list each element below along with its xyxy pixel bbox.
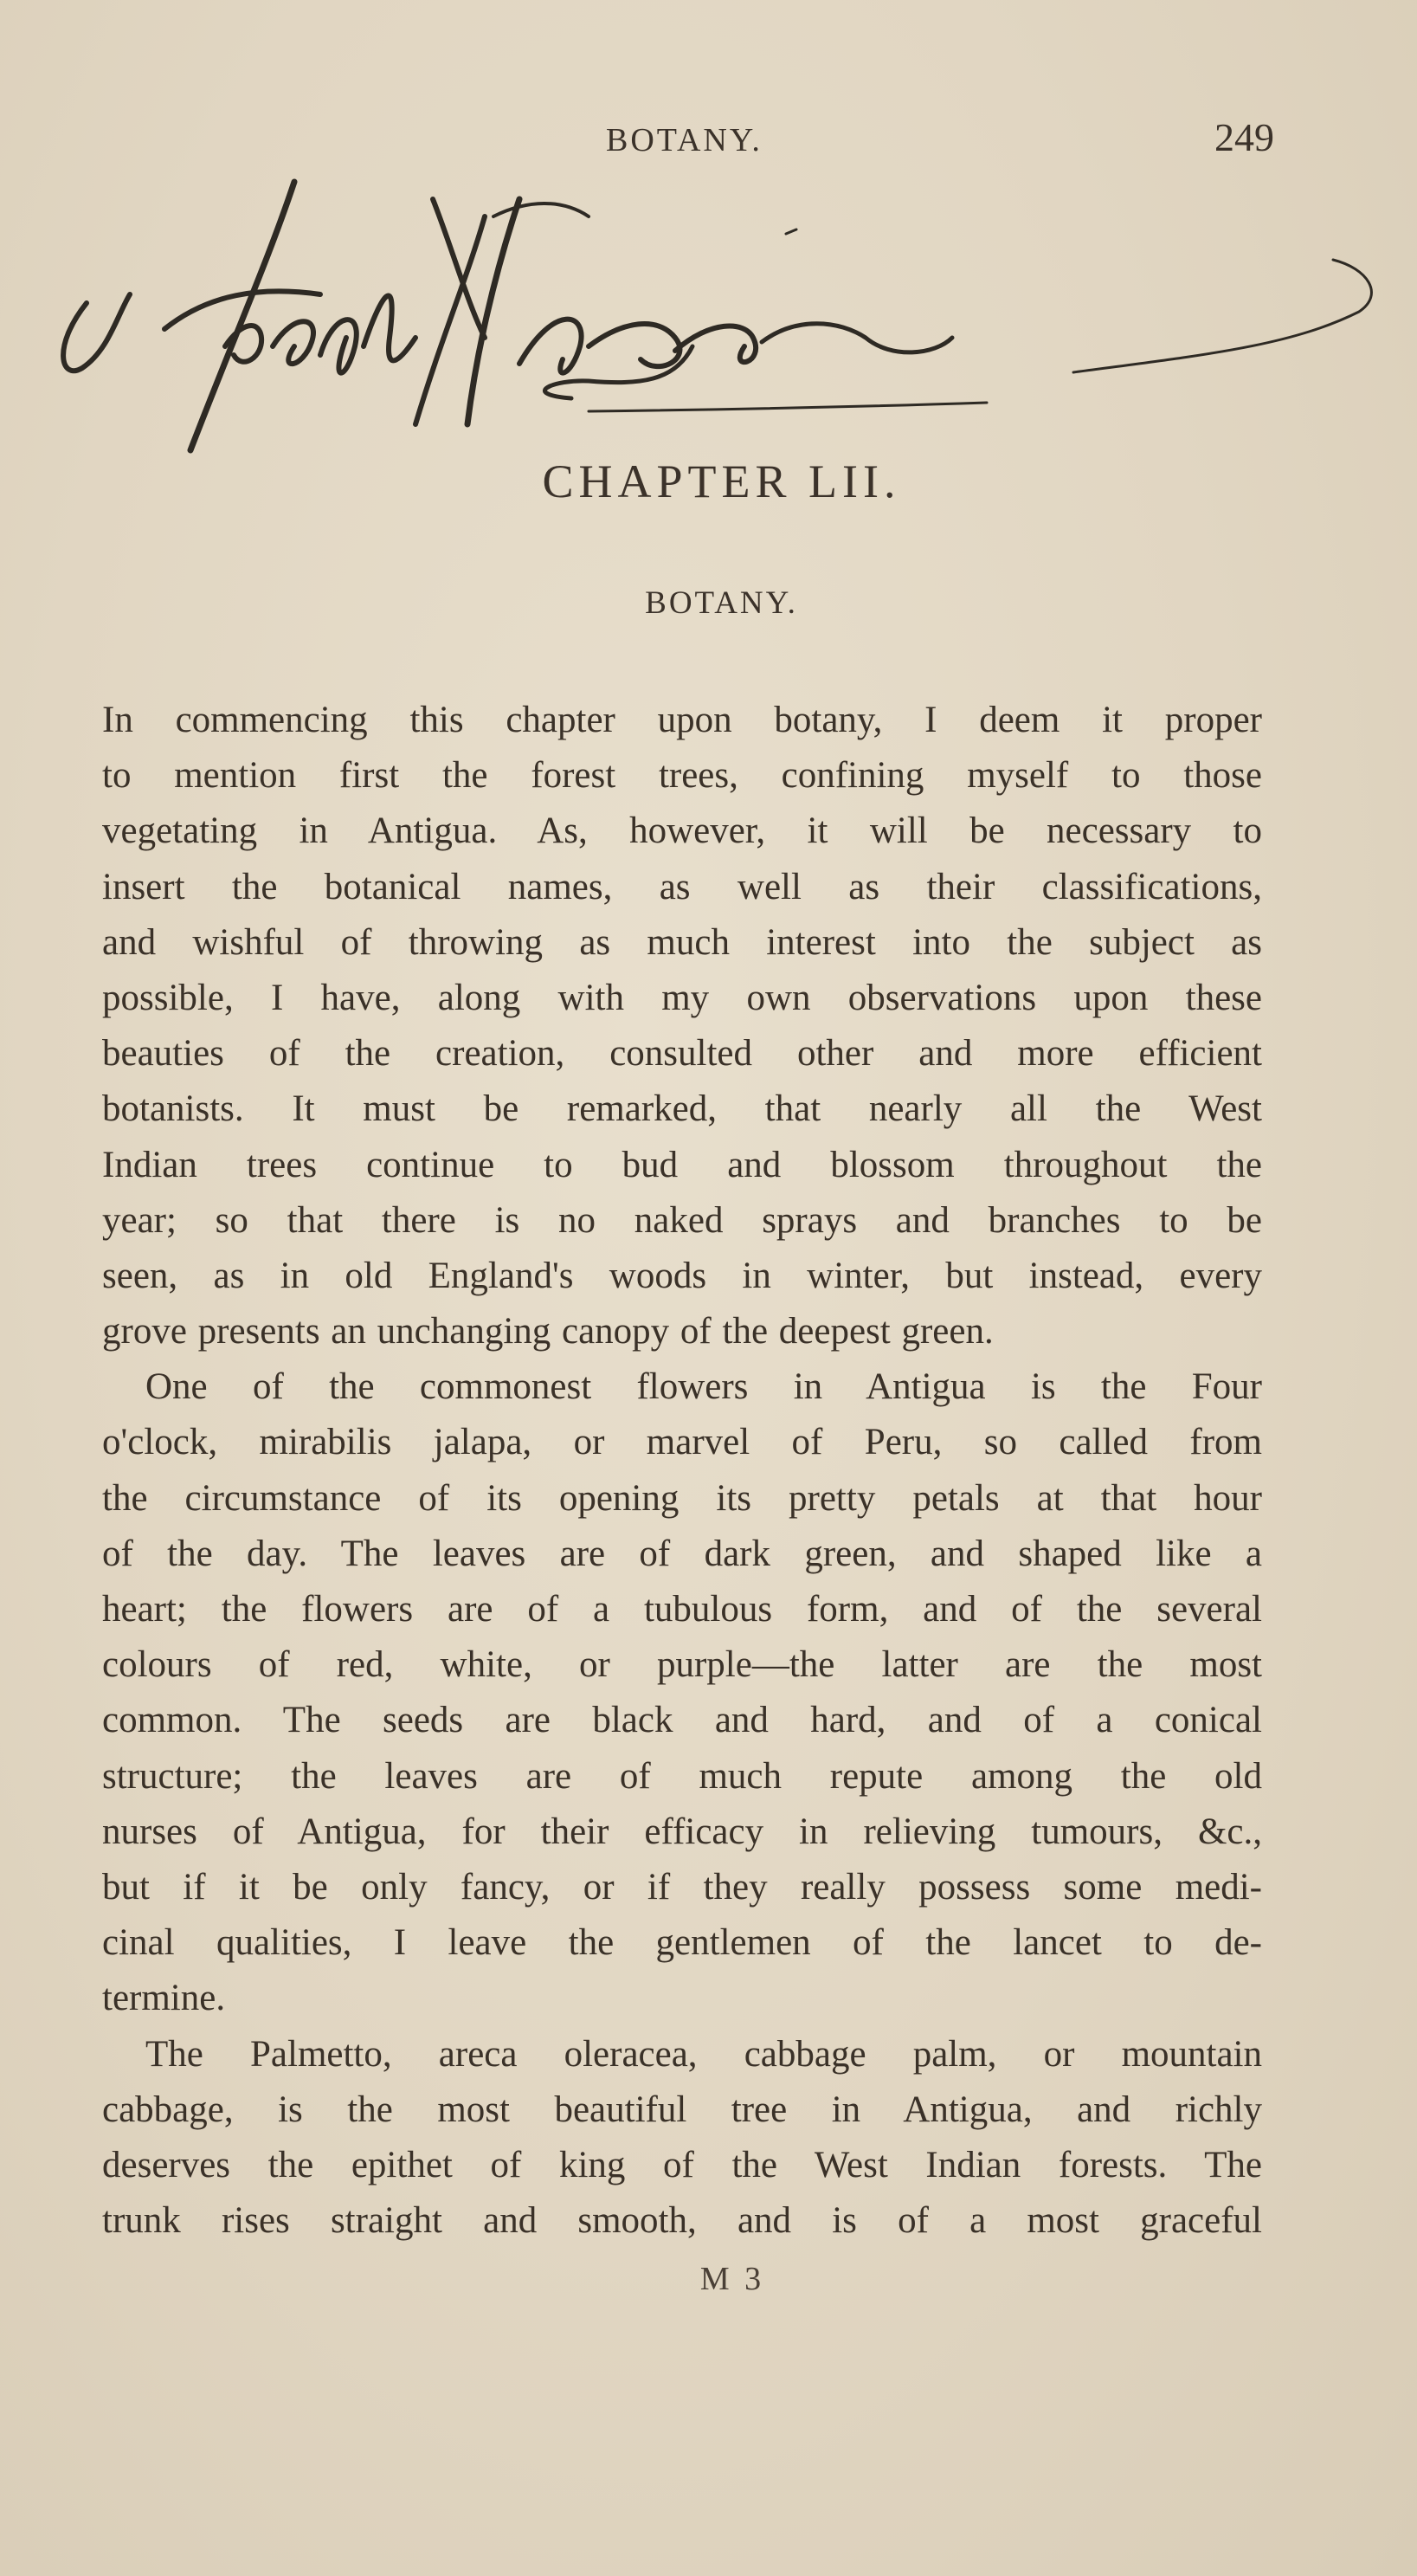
text-line: trunk rises straight and smooth, and is of a most graceful <box>102 2200 1262 2242</box>
text-line: heart; the flowers are of a tubulous form, and of the several <box>102 1589 1262 1630</box>
text-line: of the day. The leaves are of dark green, and shaped like a <box>102 1533 1262 1574</box>
text-line: beauties of the creation, consulted other and more efficient <box>102 1033 1262 1075</box>
handwritten-signature <box>35 165 1385 459</box>
page-number: 249 <box>1214 115 1274 159</box>
text-line: vegetating in Antigua. As, however, it will be necessary to <box>102 810 1262 852</box>
text-line: colours of red, white, or purple—the latter are the most <box>102 1644 1262 1686</box>
text-line: The Palmetto, areca oleracea, cabbage palm, or mountain <box>145 2033 1262 2075</box>
text-line: deserves the epithet of king of the West Indian forests. The <box>102 2144 1262 2185</box>
body-text <box>102 693 1262 2249</box>
text-line: nurses of Antigua, for their efficacy in relieving tumours, &c., <box>102 1811 1262 1852</box>
section-heading: BOTANY. <box>645 585 798 621</box>
text-line: but if it be only fancy, or if they really possess some medi- <box>102 1866 1262 1908</box>
text-line: the circumstance of its opening its pretty petals at that hour <box>102 1477 1262 1519</box>
text-line: and wishful of throwing as much interest into the subject as <box>102 921 1262 963</box>
chapter-heading: CHAPTER LII. <box>542 455 901 507</box>
text-line: common. The seeds are black and hard, and of a conical <box>102 1700 1262 1741</box>
text-line: cinal qualities, I leave the gentlemen of the lancet to de- <box>102 1922 1262 1964</box>
text-line: cabbage, is the most beautiful tree in Antigua, and richly <box>102 2089 1262 2130</box>
text-line: seen, as in old England's woods in winter, but instead, every <box>102 1255 1262 1296</box>
text-line: In commencing this chapter upon botany, I deem it proper <box>102 700 1262 740</box>
text-line: insert the botanical names, as well as their classifications, <box>102 866 1262 907</box>
text-line: structure; the leaves are of much repute among the old <box>102 1755 1262 1797</box>
text-line: possible, I have, along with my own observations upon these <box>102 977 1262 1018</box>
text-line: One of the commonest flowers in Antigua is the Four <box>145 1366 1262 1408</box>
text-line: Indian trees continue to bud and blossom throughout the <box>102 1144 1262 1185</box>
text-line: termine. <box>102 1978 226 2019</box>
running-head-title: BOTANY. <box>606 122 763 158</box>
text-line: o'clock, mirabilis jalapa, or marvel of Peru, so called from <box>102 1422 1262 1463</box>
signature-mark: M 3 <box>699 2261 765 2297</box>
text-line: year; so that there is no naked sprays and branches to be <box>102 1199 1262 1241</box>
text-line: botanists. It must be remarked, that nearly all the West <box>102 1088 1262 1130</box>
text-line: grove presents an unchanging canopy of the deepest green. <box>102 1311 994 1353</box>
text-line: to mention first the forest trees, confining myself to those <box>102 755 1262 797</box>
